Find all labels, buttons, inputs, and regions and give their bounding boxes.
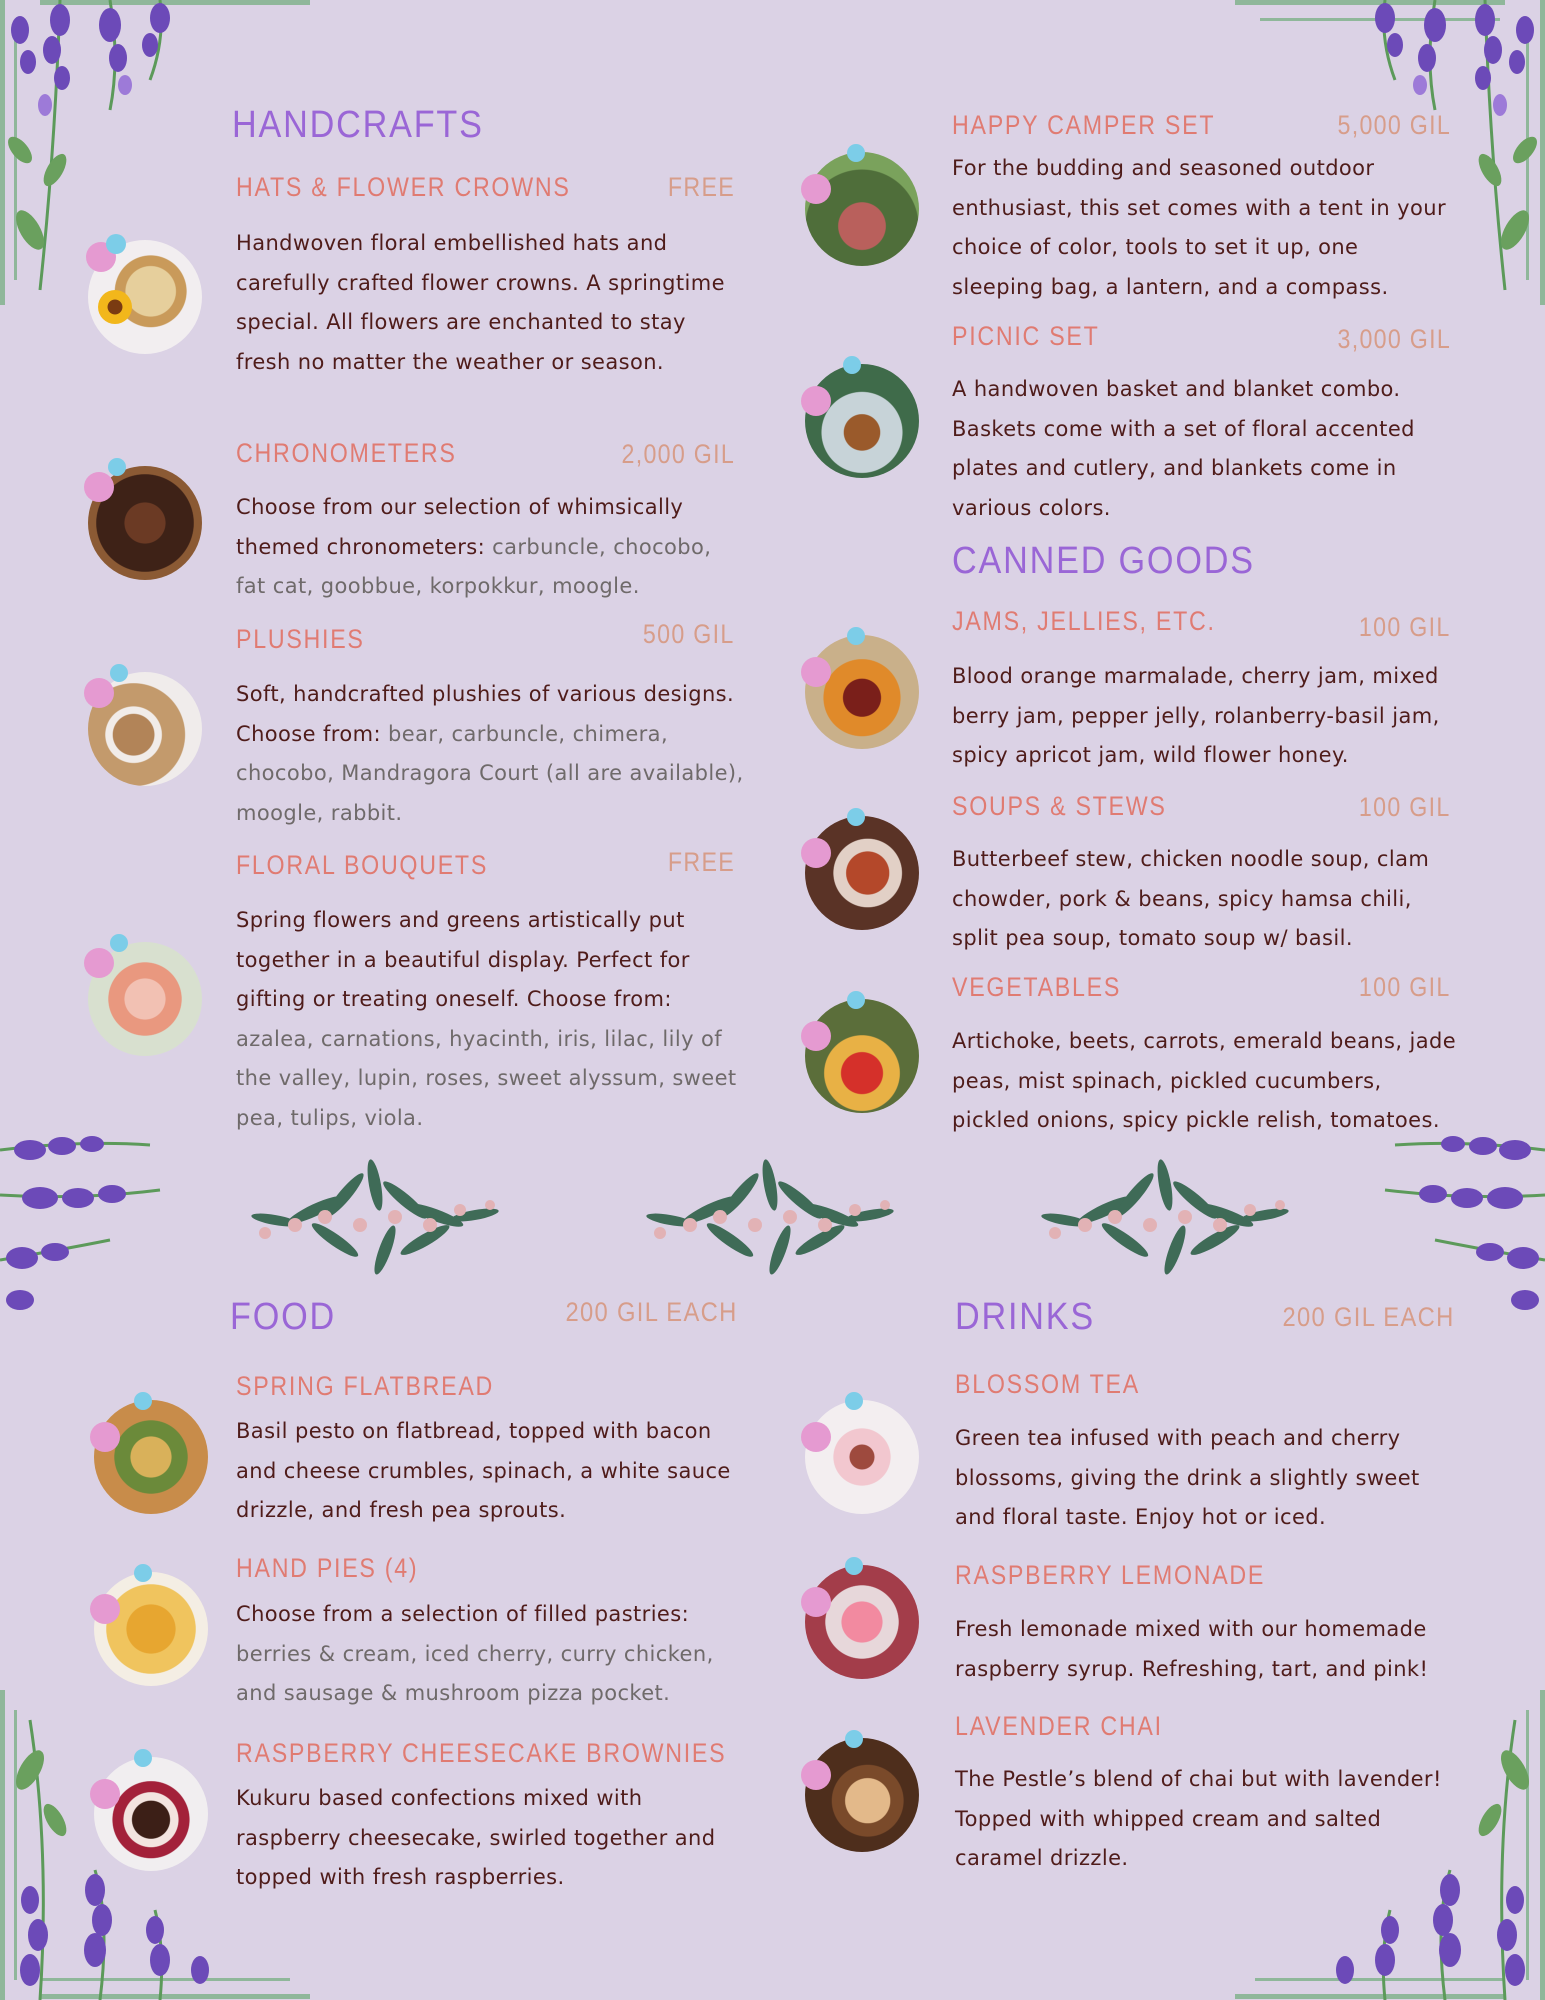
item-options-hand-pies: berries & cream, iced cherry, curry chicken, and sausage & mushroom pizza pocket. — [236, 1641, 714, 1705]
hand-pies-image — [86, 1564, 216, 1694]
item-title-chronometers: CHRONOMETERS — [236, 438, 457, 468]
item-title-vegetables: VEGETABLES — [952, 972, 1122, 1002]
item-title-lavender-chai: LAVENDER CHAI — [955, 1711, 1163, 1741]
item-desc-raspberry-lemonade: Fresh lemonade mixed with our homemade raspberry syrup. Refreshing, tart, and pink! — [955, 1617, 1429, 1681]
item-price-happy-camper-set: 5,000 GIL — [1337, 110, 1451, 140]
garland-divider-3 — [1025, 1155, 1310, 1275]
item-title-happy-camper-set: HAPPY CAMPER SET — [952, 110, 1216, 140]
item-title-hats: HATS & FLOWER CROWNS — [236, 172, 571, 202]
section-price-drinks: 200 GIL EACH — [1282, 1302, 1455, 1332]
item-price-chronometers: 2,000 GIL — [621, 439, 735, 469]
item-desc-plushies — [236, 675, 746, 833]
item-title-cheesecake-brownies: RASPBERRY CHEESECAKE BROWNIES — [236, 1738, 727, 1768]
flatbread-image — [86, 1392, 216, 1522]
item-desc-soups: Butterbeef stew, chicken noodle soup, clam chowder, pork & beans, spicy hamsa chili, split pea soup, tomato soup w/ basil. — [952, 847, 1430, 950]
item-title-raspberry-lemonade: RASPBERRY LEMONADE — [955, 1560, 1266, 1590]
teddy-bears-image — [80, 664, 210, 794]
camping-tent-image — [797, 144, 927, 274]
antique-clocks-image — [80, 458, 210, 588]
item-desc-chronometers-lead: Choose from our selection of whimsically themed chronometers: — [236, 495, 684, 559]
item-desc-hand-pies-lead: Choose from a selection of filled pastries: — [236, 1602, 690, 1626]
item-title-blossom-tea: BLOSSOM TEA — [955, 1369, 1140, 1399]
item-title-hand-pies: HAND PIES (4) — [236, 1553, 419, 1583]
item-title-jams: JAMS, JELLIES, ETC. — [952, 606, 1216, 636]
item-price-picnic-set: 3,000 GIL — [1337, 324, 1451, 354]
item-desc-plushies-lead: Soft, handcrafted plushies of various designs. Choose from: — [236, 682, 735, 746]
brownies-image — [86, 1749, 216, 1879]
flower-bouquet-image — [80, 934, 210, 1064]
section-heading-canned-goods: CANNED GOODS — [952, 540, 1255, 582]
item-options-chronometers: carbuncle, chocobo, fat cat, goobbue, korpokkur, moogle. — [236, 534, 712, 598]
item-title-soups: SOUPS & STEWS — [952, 791, 1167, 821]
straw-hat-image — [80, 232, 210, 362]
pickled-vegetables-image — [797, 991, 927, 1121]
chai-mug-image — [797, 1730, 927, 1860]
tea-cup-image — [797, 1392, 927, 1522]
item-desc-jams: Blood orange marmalade, cherry jam, mixed berry jam, pepper jelly, rolanberry-basil jam, spicy apricot jam, wild flower honey. — [952, 664, 1440, 767]
item-desc-floral-bouquets — [236, 901, 751, 1138]
section-heading-handcrafts: HANDCRAFTS — [232, 104, 484, 146]
item-price-hats: FREE — [667, 172, 735, 202]
garland-divider-1 — [235, 1155, 520, 1275]
item-desc-chronometers — [236, 488, 746, 607]
item-desc-floral-bouquets-lead: Spring flowers and greens artistically put together in a beautiful display. Perfect for gifting or treating oneself. Choose from: — [236, 908, 690, 1011]
item-desc-hand-pies — [236, 1595, 751, 1714]
item-options-plushies: bear, carbuncle, chimera, chocobo, Mandragora Court (all are available), moogle, rabbit. — [236, 721, 744, 825]
item-desc-picnic-set: A handwoven basket and blanket combo. Baskets come with a set of floral accented plates and cutlery, and blankets come in various colors. — [952, 377, 1415, 520]
item-options-floral-bouquets: azalea, carnations, hyacinth, iris, lilac, lily of the valley, lupin, roses, sweet alyssum, sweet pea, tulips, viola. — [236, 1026, 737, 1130]
section-heading-drinks: DRINKS — [955, 1296, 1096, 1338]
item-desc-cheesecake-brownies: Kukuru based confections mixed with raspberry cheesecake, swirled together and topped with fresh raspberries. — [236, 1786, 716, 1889]
item-desc-vegetables: Artichoke, beets, carrots, emerald beans, jade peas, mist spinach, pickled cucumbers, pickled onions, spicy pickle relish, tomatoes. — [952, 1029, 1457, 1132]
picnic-basket-image — [797, 356, 927, 486]
item-desc-hats: Handwoven floral embellished hats and carefully crafted flower crowns. A springtime special. All flowers are enchanted to stay fresh no matter the weather or season. — [236, 231, 725, 374]
section-heading-food: FOOD — [230, 1296, 337, 1338]
item-title-spring-flatbread: SPRING FLATBREAD — [236, 1371, 495, 1401]
garland-divider-2 — [630, 1155, 915, 1275]
item-price-floral-bouquets: FREE — [667, 847, 735, 877]
jam-jars-image — [797, 627, 927, 757]
item-price-plushies: 500 GIL — [643, 619, 735, 649]
item-title-plushies: PLUSHIES — [236, 624, 365, 654]
lavender-mid-right-decoration — [1375, 1120, 1545, 1320]
lavender-mid-left-decoration — [0, 1120, 170, 1320]
item-price-vegetables: 100 GIL — [1359, 972, 1451, 1002]
item-desc-blossom-tea: Green tea infused with peach and cherry blossoms, giving the drink a slightly sweet and floral taste. Enjoy hot or iced. — [955, 1426, 1420, 1529]
item-title-picnic-set: PICNIC SET — [952, 321, 1100, 351]
item-desc-happy-camper-set: For the budding and seasoned outdoor enthusiast, this set comes with a tent in your choice of color, tools to set it up, one sleeping bag, a lantern, and a compass. — [952, 156, 1446, 299]
item-title-floral-bouquets: FLORAL BOUQUETS — [236, 850, 489, 880]
section-price-food: 200 GIL EACH — [565, 1297, 738, 1327]
stew-jar-image — [797, 808, 927, 938]
item-desc-spring-flatbread: Basil pesto on flatbread, topped with bacon and cheese crumbles, spinach, a white sauce drizzle, and fresh pea sprouts. — [236, 1419, 731, 1522]
item-desc-lavender-chai: The Pestle’s blend of chai but with lavender! Topped with whipped cream and salted caramel drizzle. — [955, 1767, 1442, 1870]
item-price-soups: 100 GIL — [1359, 792, 1451, 822]
item-price-jams: 100 GIL — [1359, 612, 1451, 642]
lemonade-glasses-image — [797, 1557, 927, 1687]
